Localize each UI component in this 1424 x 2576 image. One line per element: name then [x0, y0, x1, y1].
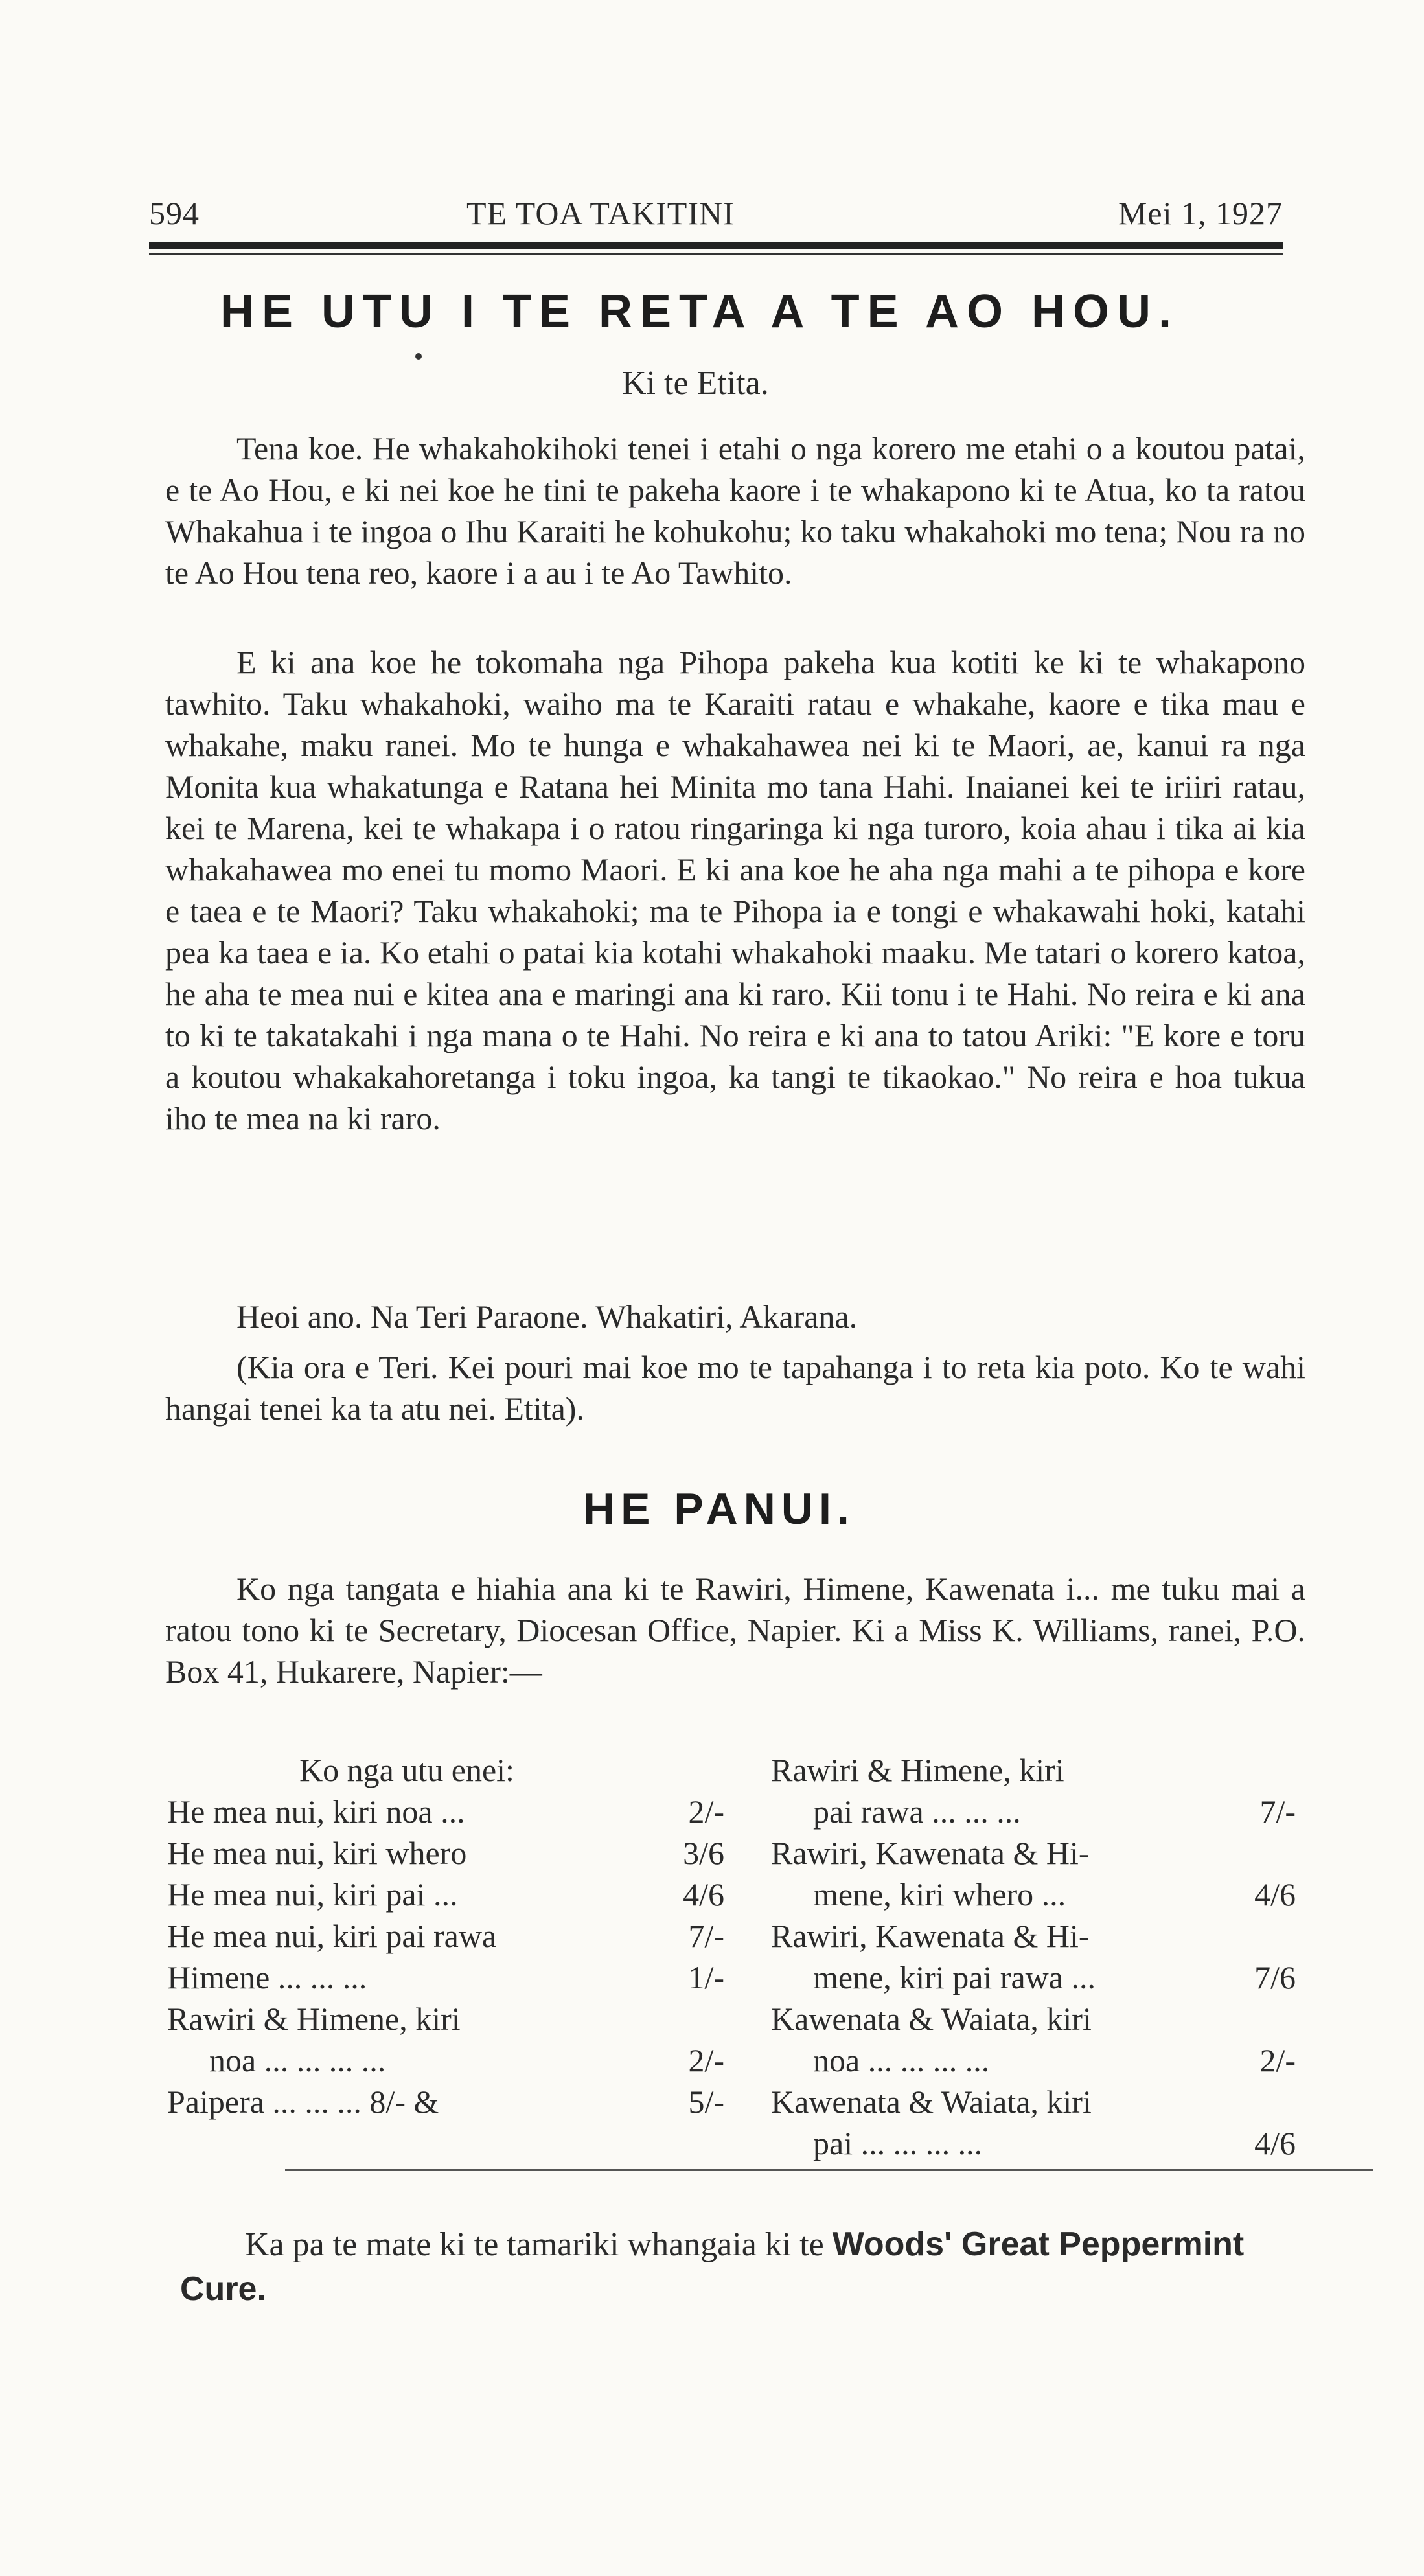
item-price — [1283, 1749, 1296, 1791]
item-price — [1283, 1915, 1296, 1957]
item-price: 2/- — [688, 2042, 724, 2078]
price-list-item — [167, 1957, 724, 1998]
price-list-item — [167, 1791, 724, 1832]
publication-title: TE TOA TAKITINI — [466, 195, 735, 231]
letter-paragraph: Tena koe. He whakahokihoki tenei i etahi o nga korero me etahi o a koutou patai, e te Ao Hou, e ki nei koe he tini te pakeha kaore i te whakapono ki te Atua, ko ta ratou Whakahua i te ingoa o Ihu Karaiti he kohukohu; ko taku whakahoki mo tena; Nou ra no te Ao Hou tena reo, kaore i a au i te Ao Tawhito. — [165, 430, 1305, 591]
price-list-heading: Ko nga utu enei: — [299, 1752, 514, 1788]
price-list-item — [771, 1957, 1296, 1998]
item-name: Rawiri & Himene, kiri — [771, 1752, 1064, 1788]
item-name: pai ... ... ... ... — [813, 2125, 983, 2161]
item-price: 3/6 — [683, 1835, 724, 1871]
item-name: noa ... ... ... ... — [209, 2042, 386, 2078]
item-name: Kawenata & Waiata, kiri — [771, 2084, 1092, 2120]
price-list-item — [167, 2081, 724, 2122]
price-list-item — [771, 1749, 1296, 1791]
advert-text: Ka pa te mate ki te tamariki whangaia ki te — [245, 2226, 824, 2263]
editor-note: (Kia ora e Teri. Kei pouri mai koe mo te tapahanga i to reta kia poto. Ko te wahi hangai tenei ka ta atu nei. Etita). — [165, 1349, 1305, 1427]
item-name: He mea nui, kiri whero — [167, 1835, 467, 1871]
item-name: Rawiri, Kawenata & Hi- — [771, 1835, 1090, 1871]
price-list-item — [771, 2040, 1296, 2081]
article-title: HE UTU I TE RETA A TE AO HOU. — [220, 286, 1179, 338]
page-number: 594 — [149, 195, 200, 231]
item-price: 4/6 — [683, 1876, 724, 1913]
item-price: 1/- — [688, 1959, 724, 1995]
item-name: mene, kiri pai rawa ... — [813, 1959, 1096, 1995]
item-name: pai rawa ... ... ... — [813, 1793, 1021, 1830]
item-price — [711, 1998, 724, 2040]
item-name: noa ... ... ... ... — [813, 2042, 990, 2078]
item-price: 4/6 — [1254, 1876, 1296, 1913]
item-name: mene, kiri whero ... — [813, 1876, 1066, 1913]
price-list-left — [167, 1749, 724, 2122]
item-price: 7/- — [1259, 1793, 1296, 1830]
price-list-item — [771, 1915, 1296, 1957]
price-list-item — [771, 1832, 1296, 1874]
item-price: 2/- — [1259, 2042, 1296, 2078]
letter-signature: Heoi ano. Na Teri Paraone. Whakatiri, Akarana. — [236, 1298, 858, 1335]
price-list-item — [167, 2040, 724, 2081]
price-list-item — [167, 1832, 724, 1874]
section-divider — [285, 2169, 1373, 2171]
header-rule-thin — [149, 253, 1283, 255]
price-list-item — [167, 1874, 724, 1915]
item-price: 4/6 — [1254, 2125, 1296, 2161]
page-header — [149, 194, 1283, 240]
notice-title: HE PANUI. — [583, 1484, 855, 1534]
item-name: Kawenata & Waiata, kiri — [771, 2001, 1092, 2037]
header-rule-thick — [149, 242, 1283, 249]
price-list-right — [771, 1749, 1296, 2164]
item-name: Rawiri, Kawenata & Hi- — [771, 1918, 1090, 1954]
price-list-item — [771, 1874, 1296, 1915]
price-list-item — [771, 2122, 1296, 2164]
advert-product: Woods' Great Peppermint Cure. — [180, 2225, 1245, 2308]
price-list-item — [771, 1998, 1296, 2040]
item-name: Paipera ... ... ... 8/- & — [167, 2084, 439, 2120]
item-name: He mea nui, kiri pai ... — [167, 1876, 458, 1913]
letter-salutation: Ki te Etita. — [622, 365, 769, 402]
item-price: 7/6 — [1254, 1959, 1296, 1995]
item-name: He mea nui, kiri pai rawa — [167, 1918, 497, 1954]
item-name: Himene ... ... ... — [167, 1959, 367, 1995]
item-price — [1283, 1998, 1296, 2040]
issue-date: Mei 1, 1927 — [1118, 195, 1283, 231]
price-list-item — [167, 1998, 724, 2040]
item-name: Rawiri & Himene, kiri — [167, 2001, 461, 2037]
ornament-dot — [415, 353, 422, 360]
item-price — [1283, 2081, 1296, 2122]
price-list-item — [167, 1915, 724, 1957]
item-price: 5/- — [688, 2084, 724, 2120]
price-list-item — [771, 1791, 1296, 1832]
price-list-item — [771, 2081, 1296, 2122]
letter-paragraph: E ki ana koe he tokomaha nga Pihopa pakeha kua kotiti ke ki te whakapono tawhito. Taku whakahoki, waiho ma te Karaiti ratau e whakahe, kaore e tika mau e whakahe, maku ranei. Mo te hunga e whakahawea nei ki te Maori, ae, kanui ra nga Monita kua whakatunga e Ratana hei Minita mo tana Hahi. Inaianei kei te iriiri ratau, kei te Marena, kei te whakapa i o ratou ringaringa ki nga turoro, koia ahau i tika ai kia whakahawea mo enei tu momo Maori. E ki ana koe he aha nga mahi a te pihopa e kore e taea e te Maori? Taku whakahoki; ma te Pihopa ia e tongi e whakawahi hoki, katahi pea ka taea e ia. Ko etahi o patai kia kotahi whakahoki maaku. Me tatari o korero katoa, he aha te mea nui e kitea ana e maringi ana ki raro. Kii tonu i te Hahi. No reira e ki ana to ki te takatakahi i nga mana o te Hahi. No reira e ki ana to tatou Ariki: "E kore e toru a koutou whakakahoretanga i toku ingoa, ka tangi te tikaokao." No reira e hoa tukua iho te mea na ki raro. — [165, 644, 1305, 1136]
item-price: 7/- — [688, 1918, 724, 1954]
item-name: He mea nui, kiri noa ... — [167, 1793, 465, 1830]
item-price — [1283, 1832, 1296, 1874]
notice-intro: Ko nga tangata e hiahia ana ki te Rawiri, Himene, Kawenata i... me tuku mai a ratou tono ki te Secretary, Diocesan Office, Napier. Ki a Miss K. Williams, ranei, P.O. Box 41, Hukarere, Napier:— — [165, 1570, 1305, 1690]
item-price: 2/- — [688, 1793, 724, 1830]
advertisement — [180, 2222, 1320, 2312]
